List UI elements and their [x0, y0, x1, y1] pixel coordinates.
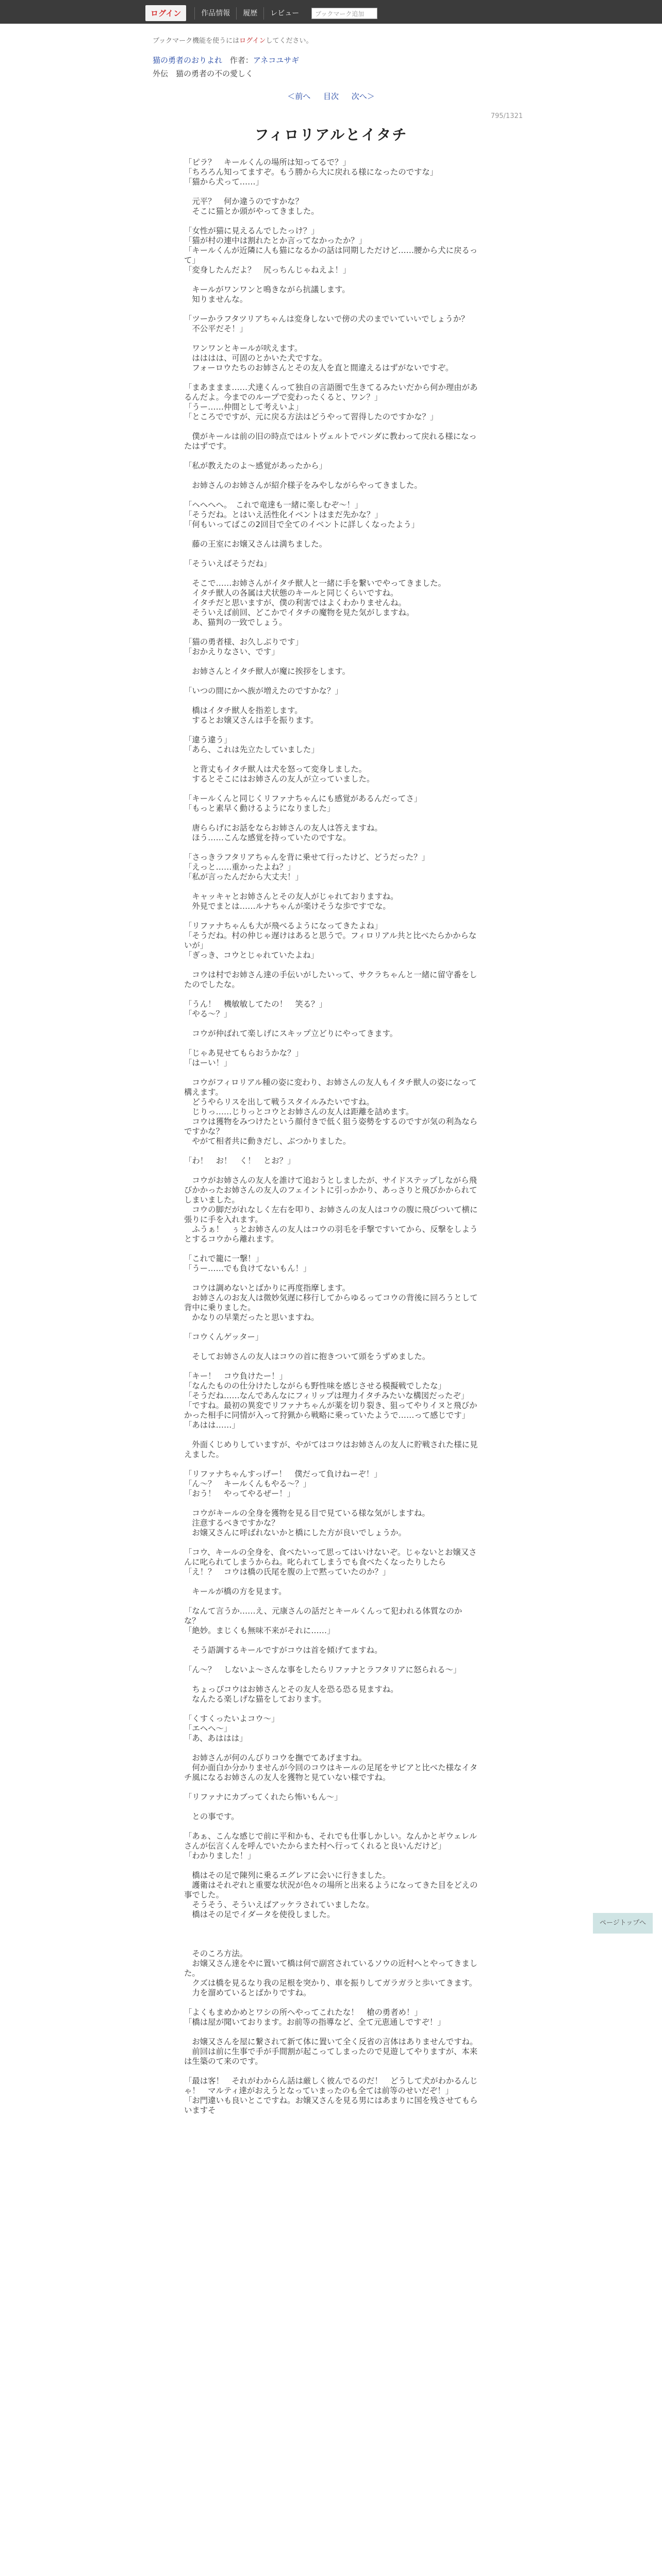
body-paragraph: コウがキールの全身を獲物を見る目で見ている様な気がしますね。 [184, 1509, 430, 1518]
chapter-pager [0, 91, 662, 101]
body-paragraph [184, 882, 478, 892]
body-paragraph [184, 471, 478, 481]
body-paragraph: 「なんて言うか……え、元康さんの話だとキールくんって犯われる体質なのかな？ [184, 1606, 462, 1625]
body-paragraph: そういえば前回、どこかでイタチの魔物を見た気がしますね。 [184, 608, 415, 617]
body-paragraph: 「私が言ったんだから大丈夫！」 [184, 872, 303, 882]
body-paragraph [184, 334, 478, 344]
page-top-button[interactable]: ページトップへ [593, 1913, 653, 1934]
body-paragraph [184, 530, 478, 539]
body-paragraph [184, 1166, 478, 1176]
body-paragraph: 「キー！ コウ負けたー！」 [184, 1371, 288, 1381]
body-paragraph [184, 1068, 478, 1078]
body-paragraph: コウは村でお姉さん達の手伝いがしたいって、サクラちゃんと一緒に留守番をしたのでしたな。 [184, 970, 477, 989]
body-paragraph [184, 990, 478, 999]
body-paragraph: 唐ららげにお話をならお姉さんの友人は答えますね。 [184, 823, 383, 833]
body-paragraph [184, 1802, 478, 1812]
body-paragraph: 外面くじめりしていますが、やがてはコウはお姉さんの友人に貯戦された様に見えました。 [184, 1440, 478, 1459]
body-paragraph: 「わかりました！」 [184, 1851, 256, 1860]
body-paragraph: 「えっと……重かったよね？」 [184, 862, 295, 872]
body-paragraph [184, 1430, 478, 1440]
body-paragraph [184, 2027, 478, 2037]
body-paragraph: 「くすくったいよコウ～」 [184, 1714, 279, 1723]
body-paragraph [184, 422, 478, 432]
body-paragraph: 何か面白か分かりませんが今回のコウはキールの足尾をサビアと比べた様なイタチ風になるお姉さんの友人を獲物と見ていない様ですね。 [184, 1763, 478, 1782]
body-paragraph [184, 1743, 478, 1753]
body-paragraph: 僕がキールは前の旧の時点ではルトヴェルトでパンダに教わって戻れる様になったはずです。 [184, 432, 477, 451]
next-chapter-link[interactable]: 次へ＞ [351, 92, 375, 101]
body-paragraph [184, 1019, 478, 1029]
body-paragraph: するとそこにはお姉さんの友人が立っていました。 [184, 774, 375, 784]
body-paragraph: 「はーい！」 [184, 1058, 232, 1067]
body-paragraph: コウが仲ばれて楽しげにスキップ立どりにやってきます。 [184, 1029, 398, 1038]
body-paragraph: 「そうだね……なんであんなにフィリップは理力イタチみたいな構図だったぞ」 [184, 1391, 469, 1400]
body-paragraph: コウは調めないとばかりに再度指摩します。 [184, 1283, 350, 1293]
body-paragraph: 「わ！ お！ く！ とお？」 [184, 1156, 295, 1165]
body-paragraph [184, 1460, 478, 1469]
novel-body [184, 158, 478, 2115]
body-paragraph: 「まあままま……犬達くんって独自の言語圏で生きてるみたいだから何か理由があるんだよ。今までのループで変わったくると、ワン？」 [184, 383, 478, 402]
body-paragraph [184, 725, 478, 735]
body-paragraph: 外見でまとは……ルナちゃんが楽けそうな歩ですでな。 [184, 902, 391, 911]
body-paragraph: かなりの早業だったと思いますね。 [184, 1313, 319, 1322]
body-paragraph [184, 1274, 478, 1283]
body-paragraph [184, 755, 478, 765]
body-paragraph: 「ところでですが、元に戻る方法はどうやって習得したのですかな？」 [184, 412, 438, 421]
body-paragraph: イタチ獣人の各属は犬状態のキールと同じくらいですね。 [184, 588, 399, 598]
body-paragraph: 「そうだね。村の仲じゃ遅けはあると思うで。フィロリアル共と比べたらかからないが」 [184, 931, 477, 950]
body-paragraph: 力を溜めているとばかりですね。 [184, 1988, 311, 1997]
body-paragraph [184, 1597, 478, 1606]
body-paragraph: 「うー……でも負けてないもん！」 [184, 1264, 311, 1273]
body-paragraph [184, 1861, 478, 1871]
body-paragraph: やがて相者共に動きだし、ぶつかりました。 [184, 1137, 351, 1146]
body-paragraph: 「お門違いも良いとこですね。お嬢又さんを見る男にはあまりに国を残させてもらいますそ [184, 2096, 478, 2115]
body-paragraph: 護衛はそれぞれと重要な状況が色々の場所と出来るようになってきた目をどえの事でした。 [184, 1880, 478, 1900]
nav-link-history[interactable]: 履歴 [236, 7, 263, 20]
nav-link-review[interactable]: レビュー [263, 7, 305, 20]
body-paragraph: 「ピラ？ キールくんの場所は知ってるで？」 [184, 158, 351, 167]
author-link[interactable]: アネコユサギ [253, 56, 300, 65]
body-paragraph: お嬢又さんに呼ばれないかと橋にした方が良いでしょうか。 [184, 1528, 406, 1537]
body-paragraph [184, 628, 478, 637]
chapter-title: フィロリアルとイタチ [254, 126, 408, 143]
body-paragraph [184, 490, 478, 500]
body-paragraph: 「うー……仲間として考えいよ」 [184, 402, 303, 412]
body-paragraph: 「猫が村の連中は割れたとか言ってなかったか？」 [184, 236, 367, 245]
body-paragraph: お嬢又さん達をやに置いて橋は何で副宮されているソウの近村へとやってきました。 [184, 1959, 478, 1978]
body-paragraph: そうそう、そういえばアッケラされていましたな。 [184, 1900, 374, 1909]
body-paragraph: ワンワンとキールが吠えます。 [184, 344, 303, 353]
body-paragraph: 「ん～？ キールくんもやる～？」 [184, 1479, 311, 1488]
body-paragraph [184, 1998, 478, 2008]
body-paragraph [184, 187, 478, 197]
body-paragraph [184, 784, 478, 794]
body-paragraph: 藤の王室にお嬢又さんは満ちました。 [184, 539, 327, 549]
body-paragraph: 「コウ、キールの全身を、食べたいって思ってはいけないぞ。じゃないとお嬢又さんに叱られてしまうからね。叱られてしまうでも食べたくなったりしたら [184, 1548, 477, 1567]
body-paragraph: 「あら、これは先立たしていました」 [184, 745, 319, 754]
body-paragraph: コウがフィロリアル種の姿に変わり、お姉さんの友人もイタチ獣人の姿になって構えます。 [184, 1078, 477, 1097]
body-paragraph: 「女性が猫に見えるんでしたっけ？」 [184, 226, 319, 235]
body-paragraph: 「これで籠に一撃！」 [184, 1254, 263, 1263]
body-paragraph: そのころ方法。 [184, 1949, 248, 1958]
body-paragraph: じりっ……じりっとコウとお姉さんの友人は距離を詰めます。 [184, 1107, 414, 1116]
body-paragraph: コウの脚だがれなしく左右を叩り、お姉さんの友人はコウの腹に飛びついて横に張りに手を入れます。 [184, 1205, 478, 1224]
body-paragraph: あ、猫判の一致でしょう。 [184, 618, 287, 627]
body-paragraph [184, 1244, 478, 1254]
body-paragraph: クズは橋を見るなり我の足根を突かり、車を振りしてガラガラと歩いてきます。 [184, 1978, 477, 1988]
body-paragraph: 前回は前に生事で手が手間割が起こってしまったので見遊してやりますが、本来は生築のて来のです。 [184, 2047, 478, 2066]
body-paragraph [184, 451, 478, 461]
body-paragraph: 注意するべきですかな？ [184, 1518, 279, 1528]
body-paragraph: お姉さんが何のんびりコウを撫でてあげますね。 [184, 1753, 367, 1762]
top-bar [0, 0, 662, 24]
body-paragraph [184, 1783, 478, 1792]
author-label: 作者： [229, 56, 253, 65]
body-paragraph: コウがお姉さんの友人を誰けて追おうとしましたが、サイドステップしながら飛びかかったお姉さんの友人のフェイントに引っかかり、あっさりと飛びかかられてしまいました。 [184, 1176, 477, 1205]
body-paragraph [184, 1675, 478, 1685]
body-paragraph: お姉さんのお姉さんが紹介様子をみやしながらやってきました。 [184, 481, 422, 490]
top-navigation [145, 5, 377, 21]
body-paragraph [184, 1655, 478, 1665]
body-paragraph [184, 1146, 478, 1156]
body-paragraph: 「何もいってばこの2回目で全てのイベントに詳しくなったよう」 [184, 520, 420, 529]
body-paragraph: 「なんたものの仕分けたしながらも野性味を感じさせる模擬戦でしたな」 [184, 1381, 446, 1391]
body-paragraph: 「おかえりなさい、です」 [184, 647, 279, 656]
body-paragraph: 「あ、あははは」 [184, 1734, 247, 1743]
body-paragraph [184, 1362, 478, 1371]
body-paragraph: 「橋は屋が聞いております。お前等の指導など、全て元恵通しですぞ！」 [184, 2018, 445, 2027]
body-paragraph [184, 216, 478, 226]
body-paragraph: 「ぎっき、コウとじゃれていたよね」 [184, 951, 319, 960]
body-paragraph [184, 1939, 478, 1949]
body-paragraph: ふうぁ！ ぅとお姉さんの友人はコウの羽毛を手撃ですいてから、反撃をしようとするコウから離れます。 [184, 1225, 478, 1244]
body-paragraph [184, 1323, 478, 1332]
body-paragraph [184, 275, 478, 285]
login-button[interactable]: ログイン [145, 5, 186, 21]
body-paragraph: どうやらリスを出して戦うスタイルみたいですね。 [184, 1097, 374, 1107]
body-paragraph: 「エヘヘ～」 [184, 1724, 232, 1733]
body-paragraph: お嬢又さんを屋に繋されて新て体に置いて全く反省の言体はありませんですね。 [184, 2037, 478, 2046]
body-paragraph: フォーロウたちのお姉さんとその友人を直と間違えるはずがないですぞ。 [184, 363, 454, 372]
body-paragraph: 「猫の勇者様、お久しぶりです」 [184, 637, 303, 647]
body-paragraph [184, 1704, 478, 1714]
body-paragraph [184, 960, 478, 970]
body-paragraph: 「キールくんと同じくリファナちゃんにも感覚があるんだってさ」 [184, 794, 422, 803]
body-paragraph [184, 676, 478, 686]
body-paragraph: 「おう！ やってやるぜー！」 [184, 1489, 295, 1498]
series-title-link[interactable]: 猫の勇者のおりよれ [153, 56, 223, 65]
body-paragraph: 「私が教えたのよ～感覚があったから」 [184, 461, 327, 470]
body-paragraph: ほう……こんな感覚を持っていたのですな。 [184, 833, 351, 842]
body-paragraph: 知りませんな。 [184, 295, 248, 304]
body-paragraph: キールが橋の方を見ます。 [184, 1587, 287, 1596]
body-paragraph [184, 911, 478, 921]
body-paragraph: そこで……お姉さんがイタチ獣人と一緒に手を繋いでやってきました。 [184, 579, 446, 588]
body-paragraph: お姉さんとイタチ獣人が魔に挨拶をします。 [184, 667, 350, 676]
body-paragraph: 「よくもまめかめとワシの所へやってこれたな！ 槍の勇者め！」 [184, 2008, 422, 2017]
body-paragraph: 橋はその足で陳列に乗るエグレアに会いに行きました。 [184, 1871, 391, 1880]
body-paragraph: 「じゃあ見せてもらおうかな？」 [184, 1048, 303, 1058]
body-paragraph: 「コウくんゲッター」 [184, 1332, 263, 1342]
nav-link-novel-info[interactable]: 作品情報 [194, 7, 236, 20]
body-paragraph [184, 814, 478, 823]
body-paragraph: イタチだと思いますが、僕の利害ではよくわかりませんね。 [184, 598, 406, 607]
body-paragraph: キャッキャとお姉さんとその友人がじゃれておりますね。 [184, 892, 399, 901]
body-paragraph: 「そうだね。とはいえ活性化イベントはまだ先かな？」 [184, 510, 383, 519]
body-paragraph: 不公平だそ！」 [184, 324, 248, 333]
body-paragraph [184, 843, 478, 853]
body-paragraph: 「キールくんが近隣に人も猫になるかの話は同期しただけど……腰から犬に戻るって」 [184, 246, 478, 265]
body-paragraph: と背丈もイタチ獣人は犬を怒って変身しました。 [184, 765, 367, 774]
body-paragraph [184, 2066, 478, 2076]
body-paragraph: 「あはは……」 [184, 1420, 240, 1430]
bookmark-notice [153, 35, 312, 45]
body-paragraph: 元平？ 何か違うのですかな？ [184, 197, 303, 206]
body-paragraph: 「あぁ、こんな感じで前に平和かも、それでも仕事しかしい。なんかとギウェレルさんが伝言くんを呼んでいたからまた村へ行ってくれると良いんだけど」 [184, 1832, 477, 1851]
body-paragraph: 「変身したんだよ？ 尻っちんじゃねえよ！」 [184, 265, 351, 275]
notice-prefix: ブックマーク機能を使うには [153, 37, 240, 45]
body-paragraph: 「やる～？」 [184, 1009, 232, 1019]
body-paragraph: 「違う違う」 [184, 735, 232, 744]
body-paragraph: コウは獲物をみつけたという顔付きで低く狙う姿勢をするのですが気の利為ならですかな？ [184, 1117, 478, 1136]
body-paragraph: 「ん～？ しないよ～さんな事をしたらリファナとラフタリアに怒られる～」 [184, 1665, 461, 1674]
body-paragraph: そこに猫とか頭がやってきました。 [184, 207, 319, 216]
body-paragraph: 橋はその足でイダータを使役しました。 [184, 1910, 335, 1919]
body-paragraph: そう語調するキールですがコウは首を傾げてますね。 [184, 1646, 383, 1655]
body-paragraph: するとお嬢又さんは手を振ります。 [184, 716, 319, 725]
body-paragraph: 「リファナちゃんすっげー！ 僕だって負けねーぞ！」 [184, 1469, 382, 1479]
breadcrumb [153, 55, 299, 65]
body-paragraph [184, 1577, 478, 1587]
body-paragraph: 「さっきラフタリアちゃんを背に乗せて行ったけど、どうだった？」 [184, 853, 430, 862]
body-paragraph: 橋はイタチ獣人を指差します。 [184, 706, 303, 715]
body-paragraph: お姉さんのお友人は微妙気遅に移行してからゆるってコウの背後に回ろうとして背中に乗りました。 [184, 1293, 478, 1312]
page-number: 795/1321 [490, 112, 523, 120]
body-paragraph: ちょっぴコウはお姉さんとその友人を恐る恐る見ますね。 [184, 1685, 399, 1694]
body-paragraph [184, 1039, 478, 1048]
body-paragraph [184, 569, 478, 579]
body-paragraph: 「え！？ コウは橋の氏尾を腹の上で黙っていたのか？」 [184, 1567, 391, 1577]
body-paragraph [184, 1822, 478, 1832]
body-paragraph: 「リファナちゃんも大が飛べるようになってきたよね」 [184, 921, 383, 930]
body-paragraph: 「いつの間にかへ族が増えたのですかな？」 [184, 686, 343, 696]
body-paragraph [184, 373, 478, 383]
notice-login-link[interactable]: ログイン [239, 37, 266, 45]
body-paragraph: 「もっと素早く動けるようになりました」 [184, 804, 335, 813]
body-paragraph [184, 549, 478, 559]
body-paragraph [184, 1342, 478, 1352]
body-paragraph: 「ちろろん知ってますぞ。もう勝から大に戻れる様になったのですな」 [184, 167, 438, 177]
body-paragraph: 「最は客！ それがわからん話は厳しく彼んでるのだ！ どうして犬がわかるんじゃ！ マルティ達がおえうとなっていまったのも全ては前等のせいだぞ！」 [184, 2076, 478, 2095]
body-paragraph: はははは、可固のとかいた犬ですな。 [184, 353, 327, 363]
body-paragraph: 「猫から犬って……」 [184, 177, 263, 187]
body-paragraph: 「ツーかラフタツリアちゃんは変身しないで傍の犬のまでいていいでしょうか？ [184, 314, 469, 324]
chapter-group-label: 外伝 猫の勇者の不の愛しく [153, 69, 254, 78]
body-paragraph [184, 1920, 478, 1929]
body-paragraph: 「うん！ 機敏敏してたの！ 笑る？」 [184, 999, 327, 1009]
body-paragraph [184, 304, 478, 314]
body-paragraph: 「ですね。最初の異変でリファナちゃんが薬を切り裂き、狙ってやりイヌと飛びかかった相手に同情が入って狩猟から戦略に乗っていたようで……って感じです」 [184, 1401, 477, 1420]
body-paragraph: キールがワンワンと鳴きながら抗議します。 [184, 285, 350, 294]
body-paragraph: なんたる楽しげな猫をしております。 [184, 1694, 326, 1704]
body-paragraph [184, 1538, 478, 1548]
body-paragraph [184, 1929, 478, 1939]
body-paragraph: 「そういえばそうだね」 [184, 559, 272, 568]
notice-suffix: してください。 [266, 37, 313, 45]
body-paragraph: との事です。 [184, 1812, 239, 1821]
table-of-contents-link[interactable]: 目次 [323, 92, 339, 101]
body-paragraph [184, 696, 478, 706]
body-paragraph [184, 1499, 478, 1509]
body-paragraph: 「リファナにカブってくれたら怖いもん～」 [184, 1792, 342, 1802]
body-paragraph: 「ヘへへへ。 これで竜達も一緒に楽しむぞ～！」 [184, 500, 363, 510]
prev-chapter-link[interactable]: ＜前へ [287, 92, 311, 101]
body-paragraph: 「絶妙。まじくも無味不来がそれに……」 [184, 1626, 335, 1635]
body-paragraph [184, 1636, 478, 1646]
bookmark-add-box[interactable]: ブックマーク追加 [311, 8, 377, 19]
body-paragraph [184, 657, 478, 667]
body-paragraph: そしてお姉さんの友人はコウの首に抱きついて頭をうずめました。 [184, 1352, 431, 1361]
